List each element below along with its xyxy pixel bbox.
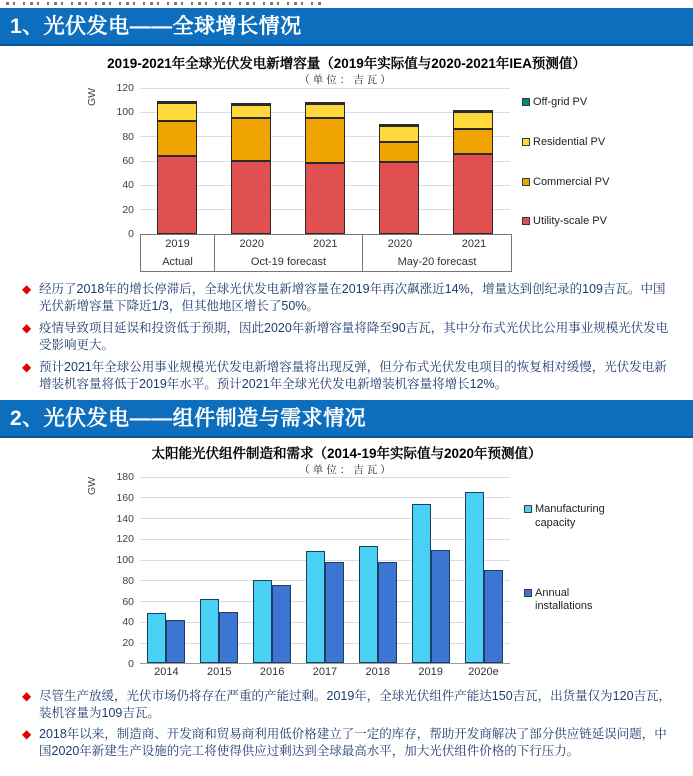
bullet-text: 预计2021年全球公用事业规模光伏发电新增容量将出现反弹，但分布式光伏发电项目的恢复相对缓慢，光伏发电新增装机容量将低于2019年水平。预计2021年全球光伏发电新增装机容量将增长12%。 — [39, 360, 667, 391]
x-axis-category-label: 2016 — [259, 666, 285, 678]
bar — [484, 570, 503, 664]
bar-segment — [305, 163, 345, 234]
x-axis-category-label: 2015 — [207, 666, 232, 678]
legend-swatch — [522, 138, 530, 146]
legend-swatch — [522, 217, 530, 225]
x-axis-category-label: 2019 — [418, 666, 443, 678]
x-axis-group-label: May-20 forecast — [397, 256, 477, 268]
diamond-bullet-icon: ◆ — [22, 727, 32, 741]
y-tick-label: 80 — [122, 574, 134, 587]
x-axis-year-cell — [215, 235, 363, 253]
section-2-header — [0, 400, 693, 438]
x-axis-year-label: 2020 — [387, 238, 413, 250]
bar — [200, 599, 219, 663]
bullet-text: 经历了2018年的增长停滞后，全球光伏发电新增容量在2019年再次飙涨近14%，增量达到创纪录的109吉瓦。中国光伏新增容量下降近1/3，但其他地区增长了50%。 — [39, 282, 666, 313]
bar — [306, 551, 325, 663]
section-1-header — [0, 8, 693, 46]
chart-2-y-axis-label: GW — [86, 476, 98, 495]
report-page — [0, 2, 693, 776]
x-axis-group-label: Oct-19 forecast — [215, 253, 363, 271]
section-2-bullets — [0, 681, 693, 759]
chart-1-y-axis — [84, 88, 104, 272]
bar-segment — [231, 161, 271, 234]
gridline — [140, 88, 510, 89]
bar — [253, 580, 272, 663]
y-tick-label: 0 — [128, 658, 134, 670]
legend-label: Off-grid PV — [533, 96, 588, 108]
y-tick-label: 40 — [122, 179, 134, 192]
chart-1-plot-area — [116, 82, 510, 240]
gridline — [140, 539, 510, 540]
gridline — [140, 477, 510, 478]
bar-segment — [379, 142, 419, 163]
bar-segment — [453, 112, 493, 129]
chart-2-y-axis — [84, 477, 104, 681]
chart-2-body — [84, 471, 693, 681]
legend-item — [522, 136, 609, 150]
chart-2 — [0, 442, 693, 681]
legend-swatch — [524, 505, 532, 513]
y-tick-label: 180 — [116, 471, 134, 483]
bar — [166, 620, 185, 663]
bar-segment — [379, 124, 419, 126]
x-axis-category-label: 2020e — [468, 666, 499, 678]
y-tick-label: 160 — [116, 491, 134, 504]
legend-label: Commercial PV — [533, 175, 610, 188]
legend-item — [522, 215, 609, 229]
bullet-text: 疫情导致项目延误和投资低于预期，因此2020年新增容量将降至90吉瓦，其中分布式光伏比公用事业规模光伏发电受影响更大。 — [39, 321, 669, 352]
chart-1-y-axis-label: GW — [86, 87, 98, 106]
legend-label: Residential PV — [533, 135, 606, 148]
chart-1-legend — [522, 88, 609, 272]
bar-segment — [231, 118, 271, 161]
bar — [325, 562, 344, 663]
gridline — [140, 518, 510, 519]
diamond-bullet-icon: ◆ — [22, 282, 32, 296]
bullet-item — [22, 320, 677, 354]
legend-swatch — [524, 589, 532, 597]
section-2-header-text: 2、光伏发电——组件制造与需求情况 — [10, 407, 367, 430]
bar-segment — [157, 121, 197, 156]
bar-segment — [379, 126, 419, 142]
diamond-bullet-icon: ◆ — [22, 321, 32, 335]
diamond-bullet-icon: ◆ — [22, 689, 32, 703]
bullet-item — [22, 281, 677, 315]
x-axis-category-label: 2018 — [365, 666, 391, 678]
y-tick-label: 100 — [116, 106, 134, 119]
chart-1-subtitle: （单位：吉瓦） — [299, 74, 394, 86]
legend-item — [522, 176, 609, 190]
chart-1-title: 2019-2021年全球光伏发电新增容量（2019年实际值与2020-2021年IEA预测值） — [107, 56, 586, 71]
bar-segment — [453, 154, 493, 234]
bullet-text: 2018年以来，制造商、开发商和贸易商利用低价格建立了一定的库存，帮助开发商解决了部分供应链延误问题，中国2020年新建生产设施的完工将使得供应过剩达到全球最高水平，加大光伏组件价格的下行压力。 — [39, 727, 667, 758]
chart-1-plot-column — [116, 82, 512, 272]
y-tick-label: 40 — [122, 616, 134, 629]
x-axis-year-cell — [141, 235, 215, 253]
y-tick-label: 120 — [116, 533, 134, 546]
bar-segment — [305, 104, 345, 119]
x-axis-year-cell — [363, 235, 511, 253]
x-axis-group-label: Actual — [141, 253, 215, 271]
diamond-bullet-icon: ◆ — [22, 360, 32, 374]
x-axis-year-row — [141, 235, 511, 253]
bar — [272, 585, 291, 663]
y-tick-label: 20 — [122, 637, 134, 650]
chart-2-subtitle: （单位：吉瓦） — [299, 464, 394, 476]
bar-segment — [231, 105, 271, 118]
legend-label: Utility-scale PV — [533, 215, 607, 228]
gridline — [140, 560, 510, 561]
section-1-header-text: 1、光伏发电——全球增长情况 — [10, 15, 302, 38]
x-axis-year-label: 2020 — [239, 238, 264, 250]
legend-label: Annual installations — [535, 586, 593, 613]
y-tick-label: 60 — [122, 595, 134, 608]
bar-segment — [379, 162, 419, 234]
bar-segment — [453, 110, 493, 112]
y-tick-label: 20 — [122, 203, 134, 216]
x-axis-category-label: 2017 — [312, 666, 338, 678]
bullet-item — [22, 688, 677, 721]
bar — [378, 562, 397, 663]
bullet-item — [22, 359, 677, 393]
bar-segment — [157, 101, 197, 103]
bar-segment — [157, 103, 197, 121]
chart-2-title: 太阳能光伏组件制造和需求（2014-19年实际值与2020年预测值） — [151, 446, 542, 461]
bar — [431, 550, 450, 663]
chart-1-body — [84, 82, 693, 272]
y-tick-label: 120 — [116, 82, 134, 94]
bar — [147, 613, 166, 663]
chart-1 — [0, 52, 693, 272]
y-tick-label: 60 — [122, 155, 134, 167]
bullet-text: 尽管生产放缓，光伏市场仍将存在严重的产能过剩。2019年，全球光伏组件产能达150吉瓦，出货量仅为120吉瓦，装机容量为109吉瓦。 — [39, 689, 672, 720]
x-axis-year-label: 2021 — [313, 238, 338, 250]
chart-2-plot-area — [116, 471, 510, 670]
gridline — [140, 497, 510, 498]
chart-1-x-axis — [140, 234, 512, 272]
chart-2-plot-column — [116, 471, 510, 681]
legend-label: Manufacturing capacity — [535, 503, 605, 529]
y-tick-label: 140 — [116, 512, 134, 525]
legend-item — [524, 587, 621, 615]
bar-segment — [453, 129, 493, 153]
bar — [219, 612, 238, 663]
y-tick-label: 0 — [128, 228, 134, 240]
x-axis-group-row — [141, 253, 511, 271]
legend-swatch — [522, 178, 530, 186]
chart-2-x-axis — [140, 664, 510, 681]
bar-segment — [231, 103, 271, 105]
legend-swatch — [522, 98, 530, 106]
y-tick-label: 80 — [122, 130, 134, 143]
x-axis-year-label: 2019 — [165, 238, 190, 250]
bar-segment — [305, 118, 345, 163]
bar-segment — [157, 156, 197, 234]
section-1-bullets — [0, 272, 693, 393]
y-tick-label: 100 — [116, 554, 134, 567]
x-axis-year-label: 2021 — [461, 238, 487, 250]
legend-item — [522, 96, 609, 110]
bar — [412, 504, 431, 663]
bar-segment — [305, 102, 345, 104]
legend-item — [524, 503, 621, 531]
bar — [465, 492, 484, 663]
bar — [359, 546, 378, 663]
chart-2-legend — [524, 477, 621, 681]
bullet-item — [22, 726, 677, 759]
x-axis-category-label: 2014 — [154, 666, 179, 678]
cropped-text-top — [6, 2, 325, 5]
